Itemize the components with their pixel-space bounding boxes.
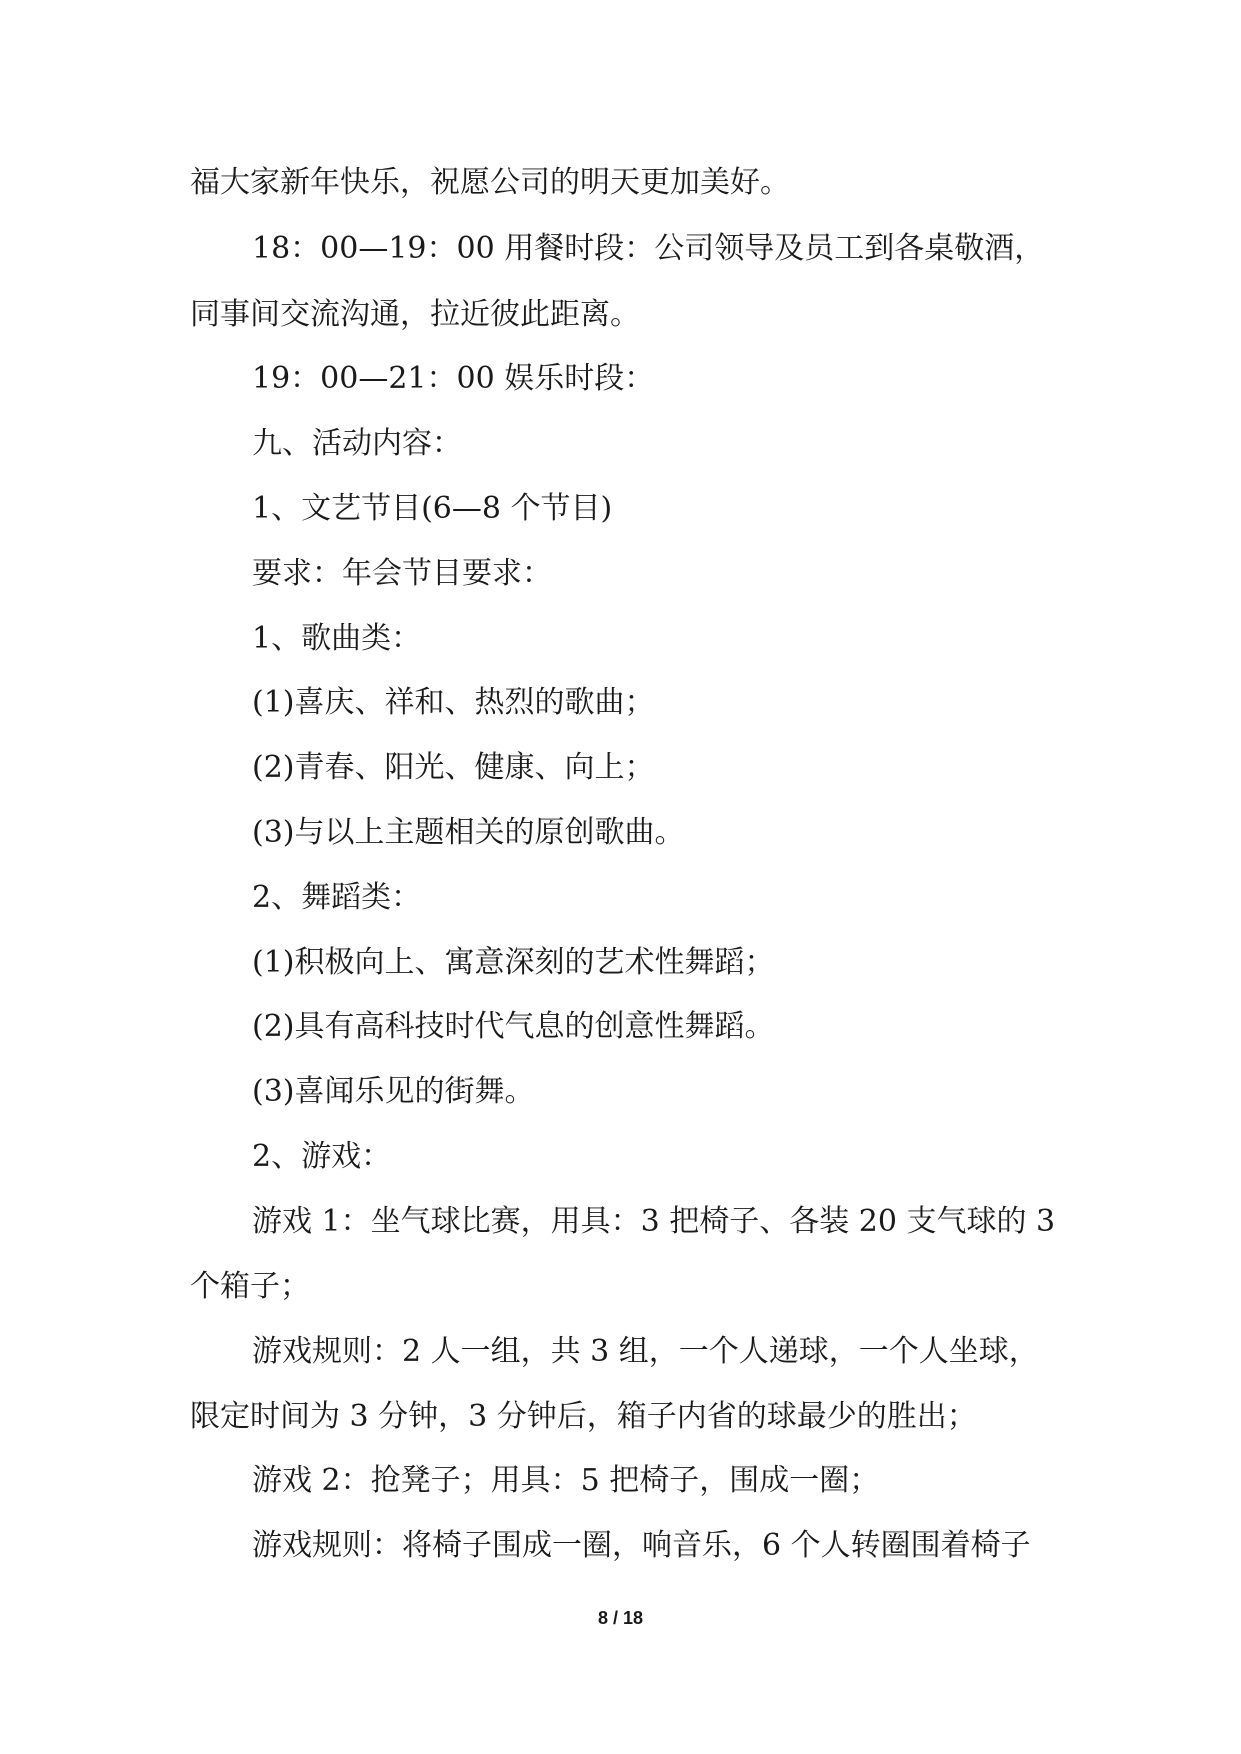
text-line: 福大家新年快乐，祝愿公司的明天更加美好。 <box>190 165 790 200</box>
text-line: 游戏 1：坐气球比赛，用具：3 把椅子、各装 20 支气球的 3 <box>252 1204 1056 1239</box>
list-item: (3)喜闻乐见的街舞。 <box>252 1074 535 1109</box>
text-line: 游戏 2：抢凳子；用具：5 把椅子，围成一圈； <box>252 1463 880 1498</box>
text-line: 同事间交流沟通，拉近彼此距离。 <box>190 297 640 332</box>
text-line: 游戏规则：2 人一组，共 3 组，一个人递球，一个人坐球， <box>252 1334 1039 1369</box>
text-line: 2、舞蹈类： <box>252 880 422 915</box>
text-line: 限定时间为 3 分钟，3 分钟后，箱子内省的球最少的胜出； <box>190 1399 977 1434</box>
list-item: (1)积极向上、寓意深刻的艺术性舞蹈； <box>252 945 775 980</box>
list-item: (1)喜庆、祥和、热烈的歌曲； <box>252 685 655 720</box>
text-line: 1、歌曲类： <box>252 621 422 656</box>
text-line: 要求：年会节目要求： <box>252 556 552 591</box>
list-item: (2)青春、阳光、健康、向上； <box>252 750 655 785</box>
text-line: 18：00—19：00 用餐时段：公司领导及员工到各桌敬酒， <box>252 231 1045 266</box>
section-heading: 九、活动内容： <box>252 426 462 461</box>
text-line: 1、文艺节目(6—8 个节目) <box>252 491 613 526</box>
text-line: 2、游戏： <box>252 1139 392 1174</box>
list-item: (3)与以上主题相关的原创歌曲。 <box>252 815 685 850</box>
page-number: 8 / 18 <box>597 1608 644 1628</box>
list-item: (2)具有高科技时代气息的创意性舞蹈。 <box>252 1009 775 1044</box>
text-line: 个箱子； <box>190 1269 310 1304</box>
text-line: 19：00—21：00 娱乐时段： <box>252 361 655 396</box>
text-line: 游戏规则：将椅子围成一圈，响音乐，6 个人转圈围着椅子 <box>252 1528 1031 1563</box>
